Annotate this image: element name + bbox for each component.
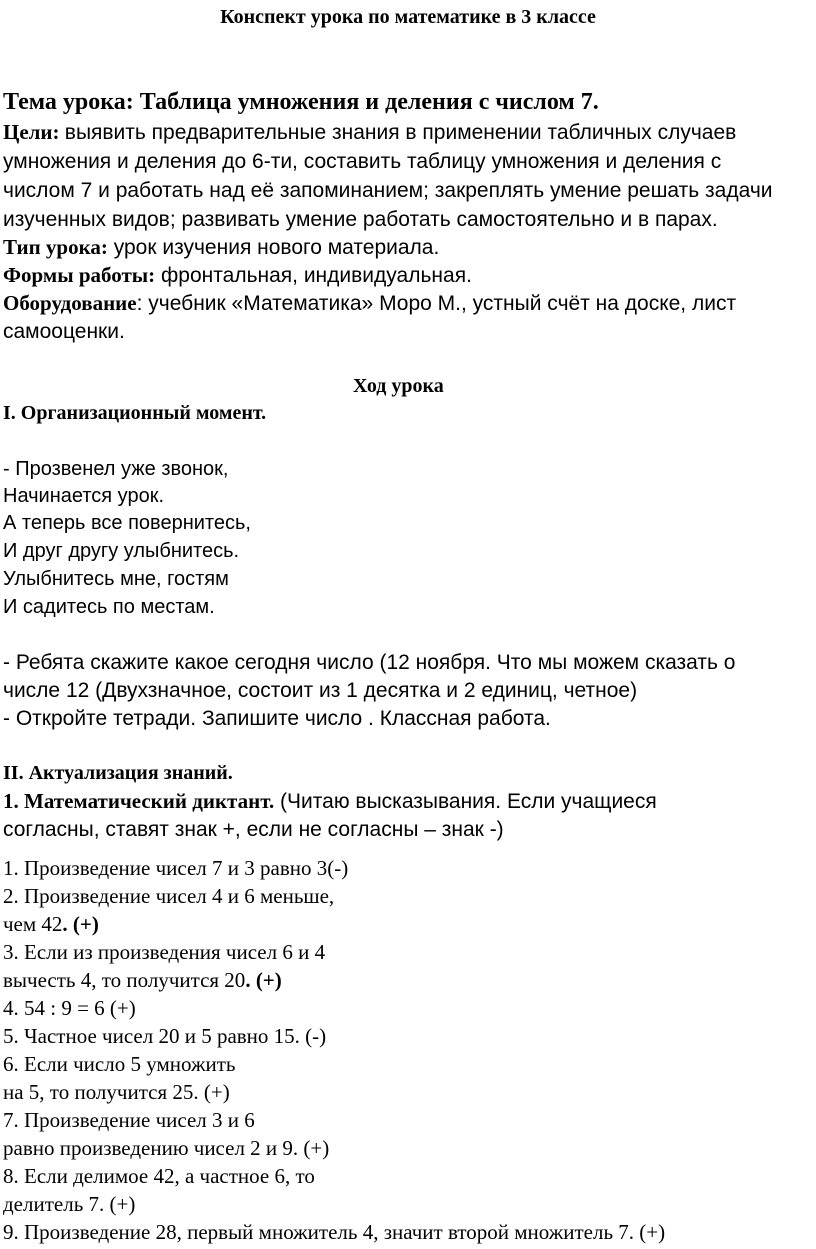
equipment-label: Оборудование (3, 291, 137, 315)
dictation-item-4: 4. 54 : 9 = 6 (+) (3, 996, 136, 1020)
dictation-item-6-cont: на 5, то получится 25. (+) (3, 1080, 230, 1104)
goals-text: выявить предварительные знания в применении табличных случаев (64, 121, 737, 144)
work-forms (3, 265, 472, 286)
work-forms-value: фронтальная, индивидуальная. (155, 264, 472, 287)
dictation-item-1: 1. Произведение чисел 7 и 3 равно 3(-) (3, 856, 349, 880)
poem-line-2: Начинается урок. (3, 485, 164, 507)
dictation-item-7-cont: равно произведению чисел 2 и 9. (+) (3, 1136, 330, 1160)
dictation-label: 1. Математический диктант. (3, 789, 275, 813)
lesson-type-value: урок изучения нового материала. (107, 236, 440, 259)
dictation-item-3-cont (3, 970, 282, 991)
lesson-type (3, 237, 439, 258)
section-2-heading: II. Актуализация знаний. (3, 762, 233, 784)
dictation-item-2: 2. Произведение чисел 4 и 6 меньше, (3, 884, 335, 908)
item-3-cont-text: вычесть 4, то получится 20 (3, 968, 246, 992)
dictation-item-5: 5. Частное чисел 20 и 5 равно 15. (-) (3, 1024, 327, 1048)
course-heading: Ход урока (353, 375, 444, 397)
poem-line-3: А теперь все повернитесь, (3, 512, 251, 534)
goals-label: Цели: (3, 120, 60, 144)
dictation-item-2-cont (3, 914, 99, 935)
poem-line-6: И садитесь по местам. (3, 596, 215, 618)
poem-line-5: Улыбнитесь мне, гостям (3, 568, 229, 590)
talk-line-2: числе 12 (Двухзначное, состоит из 1 десятка и 2 единиц, четное) (3, 679, 638, 702)
dictation-line-1 (3, 791, 657, 812)
item-2-answer: . (+) (62, 912, 99, 936)
dictation-item-8: 8. Если делимое 42, а частное 6, то (3, 1164, 315, 1188)
work-forms-label: Формы работы: (3, 263, 156, 287)
lesson-topic: Тема урока: Таблица умножения и деления с числом 7. (3, 89, 599, 115)
dictation-item-3: 3. Если из произведения чисел 6 и 4 (3, 940, 326, 964)
dictation-item-9: 9. Произведение 28, первый множитель 4, значит второй множитель 7. (+) (3, 1220, 666, 1244)
equipment (3, 293, 736, 314)
dictation-item-6: 6. Если число 5 умножить (3, 1052, 236, 1076)
equipment-value: : учебник «Математика» Моро М., устный счёт на доске, лист (136, 292, 737, 315)
lesson-type-label: Тип урока: (3, 235, 108, 259)
poem-line-4: И друг другу улыбнитесь. (3, 540, 240, 562)
item-3-answer: . (+) (245, 968, 282, 992)
poem-line-1: - Прозвенел уже звонок, (3, 458, 229, 480)
talk-line-1: - Ребята скажите какое сегодня число (12 ноября. Что мы можем сказать о (3, 651, 736, 674)
goals-line-1 (3, 122, 736, 143)
goals-line-3: числом 7 и работать над её запоминанием; закреплять умение решать задачи (3, 179, 773, 202)
goals-line-2: умножения и деления до 6-ти, составить таблицу умножения и деления с (3, 150, 722, 173)
doc-title: Конспект урока по математике в 3 классе (220, 6, 596, 28)
talk-line-3: - Откройте тетради. Запишите число . Классная работа. (3, 707, 551, 730)
dictation-line-2: согласны, ставят знак +, если не согласны – знак -) (3, 818, 504, 841)
dictation-intro: (Читаю высказывания. Если учащиеся (274, 790, 657, 813)
section-1-heading: I. Организационный момент. (3, 402, 267, 424)
equipment-line-2: самооценки. (3, 320, 125, 343)
item-2-cont-text: чем 42 (3, 912, 63, 936)
dictation-item-7: 7. Произведение чисел 3 и 6 (3, 1108, 255, 1132)
goals-line-4: изученных видов; развивать умение работать самостоятельно и в парах. (3, 208, 718, 231)
dictation-item-8-cont: делитель 7. (+) (3, 1192, 136, 1216)
